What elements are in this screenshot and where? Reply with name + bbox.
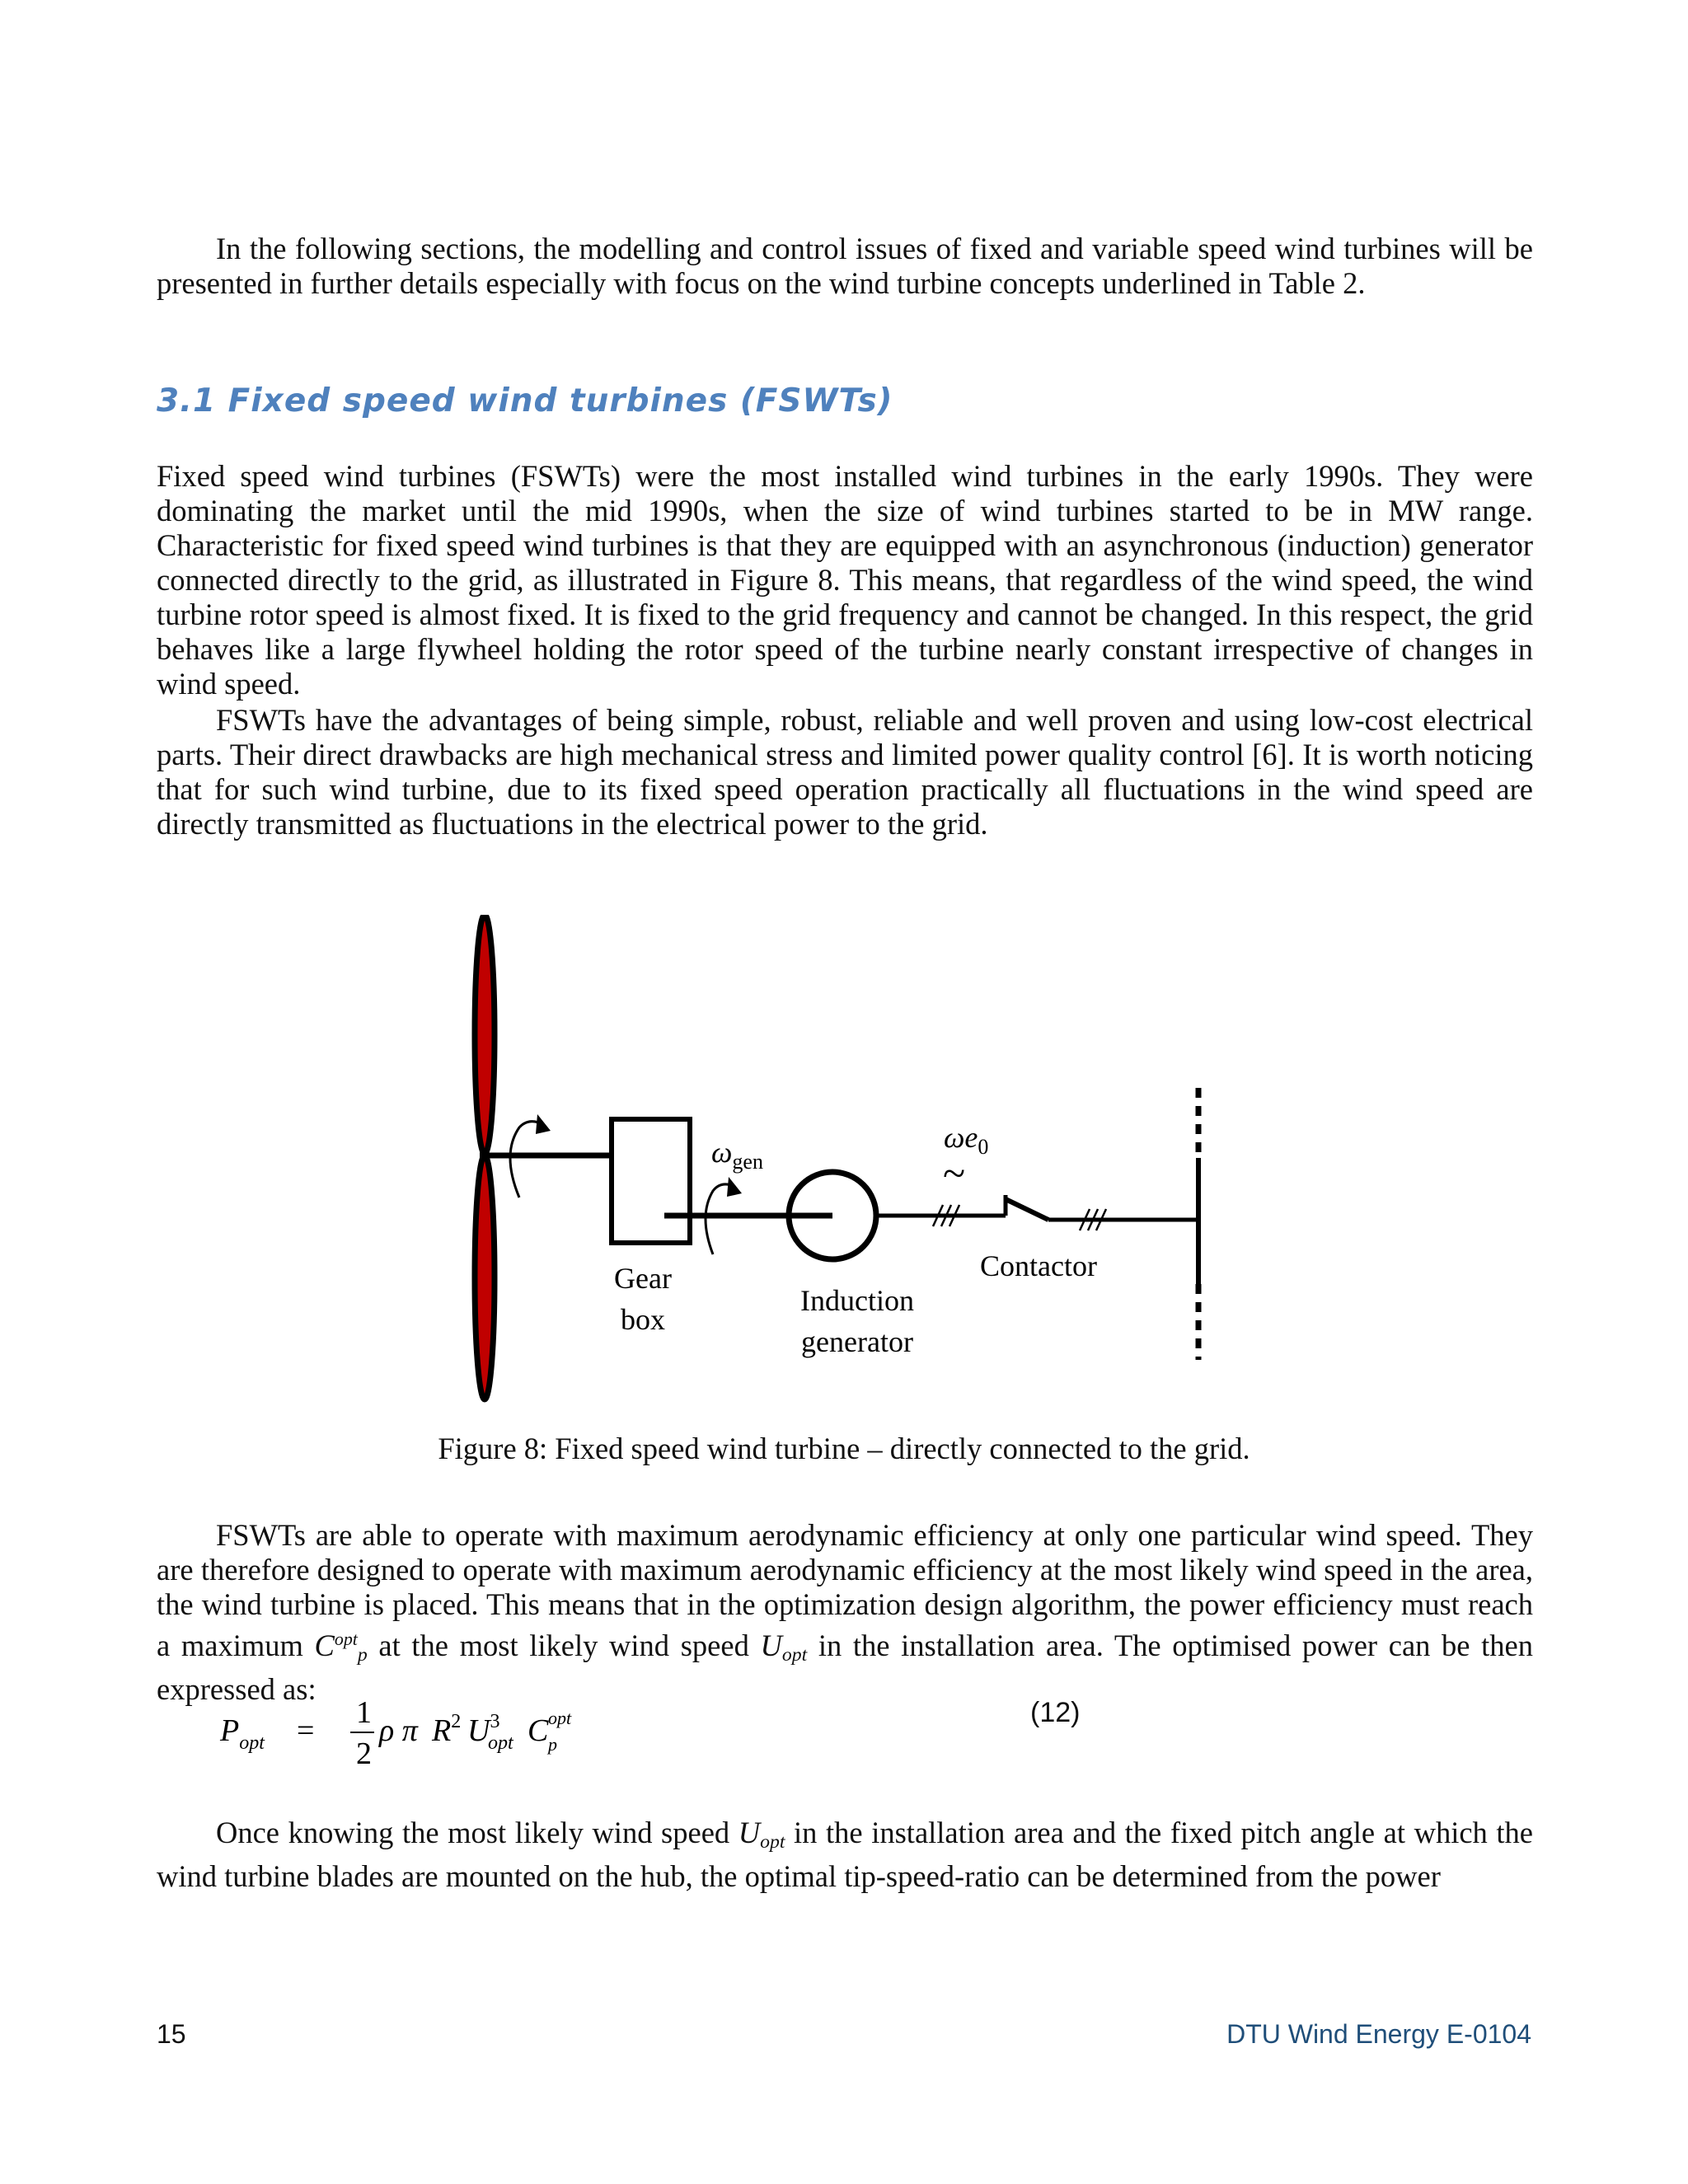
eq-cp: C	[528, 1713, 549, 1748]
rotor-blade-top	[475, 915, 495, 1154]
three-phase-marks-right	[1080, 1209, 1106, 1230]
contactor-switch	[1006, 1199, 1048, 1220]
gearbox-block	[612, 1119, 690, 1243]
eq-frac-num: 1	[356, 1695, 372, 1730]
u-opt-symbol-2: $U_{opt}$	[738, 1816, 785, 1853]
eq-cp-sup: opt	[548, 1708, 572, 1728]
eq-lhs: $P_{opt}$	[220, 1713, 265, 1754]
contactor-label: Contactor	[980, 1249, 1097, 1282]
eq-u-cubed: $U^3$	[467, 1711, 500, 1748]
eq-u-sub: opt	[488, 1732, 513, 1754]
generator-label-line1: Induction	[800, 1284, 914, 1317]
eq-r-squared: $R^2$	[432, 1711, 462, 1748]
gearbox-label-line1: Gear	[614, 1262, 672, 1295]
eq-cp-sub: p	[548, 1734, 557, 1755]
equation-number: (12)	[1030, 1697, 1081, 1728]
figure-caption: Figure 8: Fixed speed wind turbine – directly connected to the grid.	[438, 1432, 1250, 1465]
rotor-arrow-head	[536, 1114, 551, 1134]
generator-arrow-head	[727, 1177, 742, 1197]
fswt-paragraph-4: Once knowing the most likely wind speed $U_{opt}$ in the installation area and the fixed pitch angle at which the wind turbine blades are mounted on the hub, the optimal tip-speed-ratio can be determined from the power	[157, 1816, 1533, 1893]
intro-paragraph: In the following sections, the modelling and control issues of fixed and variable speed wind turbines will be presented in further details especially with focus on the wind turbine concepts underlined in Table 2.	[157, 232, 1533, 300]
eq-rho-pi: ρ π	[379, 1713, 418, 1748]
omega-e0-label: $\omega e_0$	[944, 1121, 989, 1159]
three-phase-marks-left	[933, 1205, 959, 1226]
eq-frac-den: 2	[356, 1736, 372, 1771]
u-opt-symbol: $U_{opt}$	[760, 1629, 808, 1666]
page-number: 15	[157, 2019, 186, 2049]
footer-report-id: DTU Wind Energy E-0104	[1226, 2019, 1531, 2049]
ac-tilde-symbol: ~	[943, 1150, 966, 1196]
rotor-blade-bottom	[475, 1155, 495, 1399]
fswt-paragraph-2: FSWTs have the advantages of being simple, robust, reliable and well proven and using low-cost electrical parts. Their direct drawbacks are high mechanical stress and limited power quality control [6]. It is worth noticing that for such wind turbine, due to its fixed speed operation practically all fluctuations in the wind speed are directly transmitted as fluctuations in the electrical power to the grid.	[157, 703, 1533, 841]
gearbox-label-line2: box	[621, 1303, 665, 1336]
figure-8-diagram	[429, 915, 1253, 1418]
eq-equals: =	[297, 1713, 315, 1748]
omega-gen-label: $\omega_{gen}$	[711, 1136, 763, 1174]
section-heading: 3.1 Fixed speed wind turbines (FSWTs)	[157, 382, 893, 419]
generator-label-line2: generator	[801, 1325, 913, 1358]
equation-12	[216, 1690, 710, 1780]
fswt-paragraph-3: FSWTs are able to operate with maximum aerodynamic efficiency at only one particular wind speed. They are therefore designed to operate with maximum aerodynamic efficiency at the most likely wind speed in the area, the wind turbine is placed. This means that in the optimization design algorithm, the power efficiency must reach a maximum $C^{opt}_p$ at the most likely wind speed $U_{opt}$ in the installation area. The optimised power can be then expressed as:	[157, 1518, 1533, 1707]
fswt-paragraph-1: Fixed speed wind turbines (FSWTs) were the most installed wind turbines in the early 1990s. They were dominating the market until the mid 1990s, when the size of wind turbines started to be in MW range. Characteristic for fixed speed wind turbines is that they are equipped with an asynchronous (induction) generator connected directly to the grid, as illustrated in Figure 8. This means, that regardless of the wind speed, the wind turbine rotor speed is almost fixed. It is fixed to the grid frequency and cannot be changed. In this respect, the grid behaves like a large flywheel holding the rotor speed of the turbine nearly constant irrespective of changes in wind speed.	[157, 459, 1533, 701]
cp-opt-symbol: $C^{opt}_p$	[314, 1629, 368, 1666]
